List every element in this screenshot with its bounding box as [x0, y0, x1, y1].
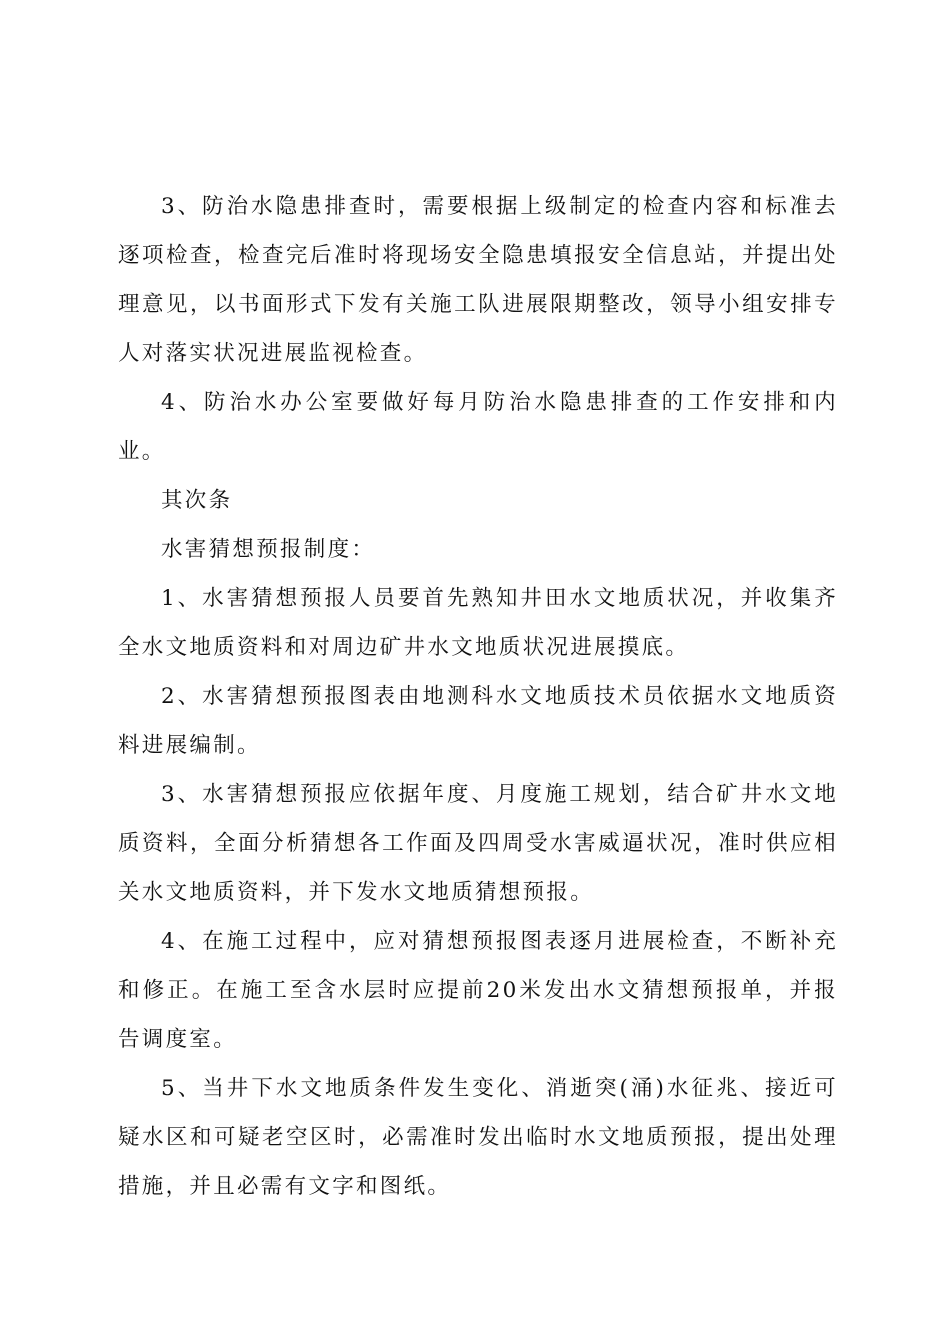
section-heading-second-article: 其次条: [161, 488, 233, 513]
paragraph-item-3-inspection: 3、防治水隐患排查时，需要根据上级制定的检查内容和标准去逐项检查，检查完后准时将现场安全隐患填报安全信息站，并提出处理意见，以书面形式下发有关施工队进展限期整改，领导小组安排专人对落实状况进展监视检查。: [118, 194, 838, 366]
section-title-forecast-system: 水害猜想预报制度：: [161, 537, 376, 562]
paragraph-forecast-4: 4、在施工过程中，应对猜想预报图表逐月进展检查，不断补充和修正。在施工至含水层时应提前20米发出水文猜想预报单，并报告调度室。: [118, 929, 838, 1052]
paragraph-forecast-3: 3、水害猜想预报应依据年度、月度施工规划，结合矿井水文地质资料，全面分析猜想各工作面及四周受水害威逼状况，准时供应相关水文地质资料，并下发水文地质猜想预报。: [118, 782, 838, 905]
document-body: [118, 182, 838, 1211]
paragraph-forecast-2: 2、水害猜想预报图表由地测科水文地质技术员依据水文地质资料进展编制。: [118, 684, 838, 758]
paragraph-item-4-office-duty: 4、防治水办公室要做好每月防治水隐患排查的工作安排和内业。: [118, 390, 838, 464]
paragraph-forecast-5: 5、当井下水文地质条件发生变化、消逝突(涌)水征兆、接近可疑水区和可疑老空区时，必需准时发出临时水文地质预报，提出处理措施，并且必需有文字和图纸。: [118, 1076, 838, 1199]
paragraph-forecast-1: 1、水害猜想预报人员要首先熟知井田水文地质状况，并收集齐全水文地质资料和对周边矿井水文地质状况进展摸底。: [118, 586, 838, 660]
